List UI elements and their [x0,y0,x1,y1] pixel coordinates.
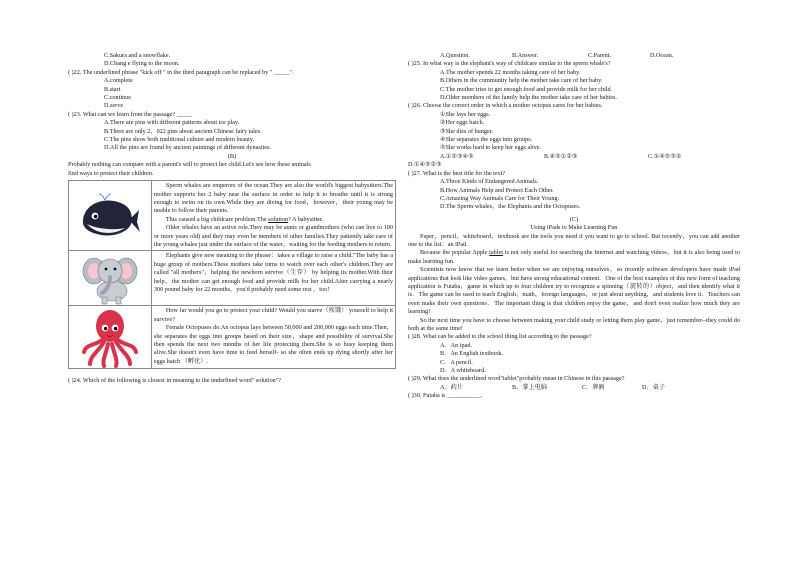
step-item: ⑤She works hard to keep her eggs alive. [440,144,542,152]
elephant-illustration [82,251,138,305]
line: C.Sakura and a snowflake. [104,52,171,59]
question-23: ( )23. What can we learn from the passage? _____ [68,110,193,118]
option: C.Parent. [588,52,612,59]
question-28: ( )28. What can be added to the school thing list according to the passage? [408,333,592,341]
option: A．药片 [440,383,464,391]
option: A.There are pins with different patterns about ice play. [104,119,240,127]
question-29: ( )29. What does the underlined word"tablet"probably mean in Chinese in this passage? [408,375,625,383]
option: A.Three Kinds of Endangered Animals. [440,178,539,186]
option: D．A whiteboard． [440,367,491,375]
text-segment: Because the popular Apple [420,249,490,257]
passage-paragraph-2 [408,249,740,266]
option: B.start [104,85,121,93]
octopus-paragraph-1: How far would you go to protect your child? Would you starve（挨饿） yourself to help it survive? [153,307,393,323]
whale-image-cell [69,181,152,251]
underlined-word-solution: solution [268,215,289,223]
option: D.①④⑤②③ [408,161,442,169]
octopus-head [96,310,124,342]
intro-line: find ways to protect their children. [68,169,154,177]
left-top-lines [68,52,396,153]
question-27: ( )27. What is the best title for the text? [408,169,506,177]
option: B．An English textbook． [440,350,508,358]
option: D.The Sperm whales，the Elephants and the Octopuses. [440,203,581,211]
option: B.Answer. [512,52,539,59]
elephant-eye [114,268,117,271]
option: B.Others in the community help the mother take care of her baby. [440,77,603,85]
option: B.There are only 2，022 pins about ancient Chinese fairy tales. [104,127,262,135]
option: D.Ocean. [650,52,674,59]
question-26: ( )26. Choose the correct order in which a mother octopus cares for her babies. [408,102,603,110]
animal-table [68,180,396,369]
whale-paragraph-1: Sperm whales are emperors of the ocean.They are also the world's biggest babysitters.The mother supports her 2 baby near the surface in order to help it to breathe until it is strong enough to swim on its own.While they are diving for food，however，their young may be unable to follow their parents. [153,182,393,215]
left-column [68,52,396,386]
question-22: ( )22. The underlined phrase "kick off " in the third paragraph can be replaced by " _____". [68,68,294,76]
section-b-label: (B) [227,152,237,160]
whale-row [69,181,396,251]
octopus-text-cell [151,306,395,369]
octopus-tentacle [103,344,108,366]
whale-paragraph-3: Older whales have an active role.They may be aunts or grandmothers (who can live to 100 or more years old) and they may even be members of other families.They patiently take care of the young whales just under the surface of the water，waiting for the feeding mothers to return. [153,224,393,248]
passage-title: Using iPads to Make Learning Fun [530,224,618,232]
whale-spout [99,194,111,200]
elephant-eye [105,268,108,271]
option: C.①④⑤③② [648,152,682,160]
option: D.serve [104,102,124,110]
question-29-options [408,384,740,392]
option: A.Question. [440,52,470,59]
elephant-paragraph: Elephants give new meaning to the phrase：takes a village to raise a child."The baby has a huge group of mothers.These mothers take turns to watch over each other's children.They are called "all mothers"，helping the newborn survive（生存） by helping its mother.With their help，the mother can get enough food and provide milk for her child.After carrying a nearly 300 pound baby for 22 months，you'd probably need some rest ，too! [153,252,393,293]
step-item: ②Her eggs hatch. [440,119,485,127]
option: C.Amazing Way Animals Care for Their Young. [440,194,560,202]
option: A.The mother spends 22 months taking care of her baby. [440,68,581,76]
underlined-word-tablet: tablet [489,249,503,257]
octopus-row [69,306,396,369]
option: C.The mother tries to get enough food and provide milk for her child. [440,85,613,93]
text-segment: This caused a big childcare problem.The [165,215,269,223]
text-segment: ? A babysitter. [288,215,324,223]
option: B．掌上电脑 [512,383,548,391]
right-column [408,52,740,401]
whale-text-cell [151,181,395,251]
option: B.④⑤①②③ [544,152,578,160]
passage-paragraph-1: Paper，pencil，whiteboard，textbook are the tools you need if you want to go to school. But recently，you can add another one to the list：an iPad. [408,232,740,248]
question-24: ( )24. Which of the following is closest in meaning to the underlined word" solution"? [68,377,282,385]
option: A.complete [104,77,133,85]
step-item: ①She lays her eggs. [440,110,491,118]
elephant-image-cell [69,251,152,306]
elephant-row [69,251,396,306]
whale-illustration [79,190,141,242]
question-26-options [408,153,740,161]
question-24-options [408,52,740,60]
step-item: ③She dies of hunger. [440,127,493,135]
option: C.continue [104,94,131,102]
octopus-pupil [114,327,117,330]
option: A.①②③④⑤ [440,152,474,160]
octopus-tentacle [112,344,117,366]
octopus-paragraph-2: Female Octopuses do.An octopus lays between 50,000 and 200,000 eggs each time.Then，she separates the eggs into groups based on their size，shape and possibility of survival.She then spends the next two months of her life protecting them.She is so busy keeping them alive.She doesn't even have time to feed herself- so she often ends up dying shortly after her eggs hatch （孵化）. [153,324,393,365]
option: C.The pins show both traditional culture and modern beauty. [104,136,255,144]
elephant-text-cell [151,251,395,306]
intro-line: Probably nothing can compare with a parent's will to protect her child.Let's see how these animals [68,161,311,169]
step-item: ④She separates the eggs into groups. [440,136,533,144]
elephant-leg [102,297,107,304]
option: D．桌子 [642,383,666,391]
octopus-illustration [80,306,140,368]
whale-paragraph-2 [154,216,393,224]
passage-paragraph-4: So the next time you have to choose between making your child study or letting them play game，just remember--they could do both at the same time! [408,316,740,332]
option: D.Older members of the family help the mother take care of her babies. [440,94,617,102]
passage-paragraph-3: Scientists now know that we learn better when we are enjoying ourselves，so recently software developers have made iPad applications that look like video games，but have strong educational content．One of the best examples of this new form of teaching application is Futaba，game in which up to four children try to recognize a spinning（旋转的）object，and then identify what it is．The game can be used to teach English，math，foreign languages，or just about anything，and students love it．Teachers can even make their own questions．The important thing is that children enjoy the game，and don't even realize how much they are learning! [408,266,740,316]
text-segment: is not only useful for searching the Internet and watching videos，but it is also being used to make learning fun. [408,249,740,265]
section-c-label: (C) [569,215,579,223]
option: C．A pencil． [440,358,478,366]
octopus-tentacles [84,340,136,366]
question-25: ( )25. In what way is the elephant's way of childcare similar to the sperm whale's? [408,60,611,68]
octopus-pupil [104,327,107,330]
octopus-image-cell [69,306,152,369]
question-30: ( )30. Futaba is ___________. [408,392,483,400]
option: A．An ipad． [440,341,477,349]
whale-pupil [94,214,98,218]
option: C．牌匾 [582,383,605,391]
line: D.Chang e flying to the moon. [104,60,180,68]
elephant-leg [116,297,121,304]
option: D.All the pins are found by ancient paintings of different dynasties. [104,144,271,152]
option: B.How Animals Help and Protect Each Other. [440,186,554,194]
